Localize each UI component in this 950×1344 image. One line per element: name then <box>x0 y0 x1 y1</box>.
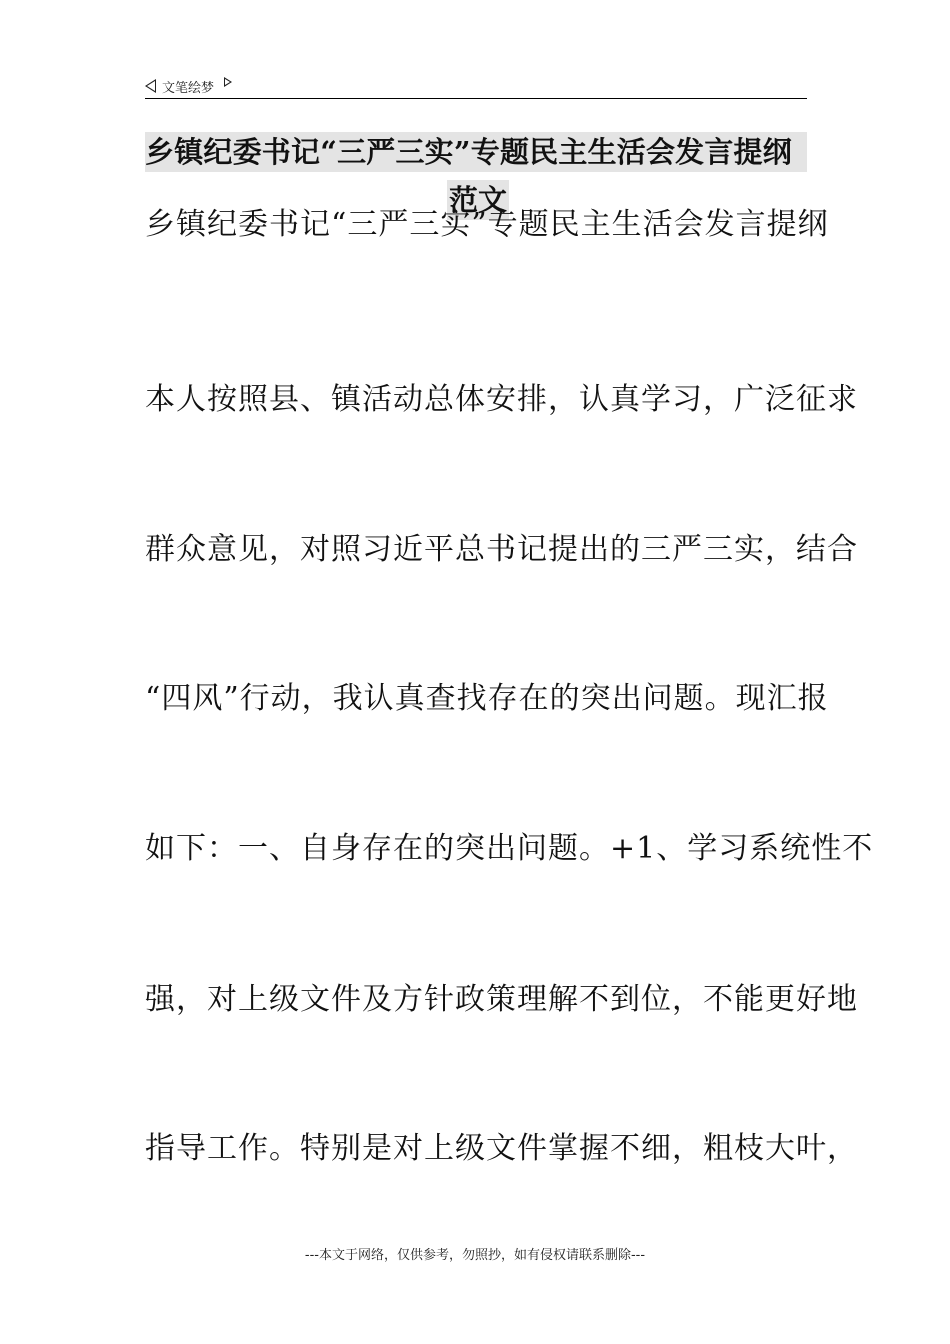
body-line: 群众意见，对照习近平总书记提出的三严三实，结合 <box>145 532 858 567</box>
body-line: 指导工作。特别是对上级文件掌握不细，粗枝大叶， <box>145 1131 858 1166</box>
body-line: 强，对上级文件及方针政策理解不到位，不能更好地 <box>145 982 858 1017</box>
body-line: 本人按照县、镇活动总体安排，认真学习，广泛征求 <box>145 382 858 417</box>
body-line: 如下：一、自身存在的突出问题。+1、学习系统性不 <box>145 831 874 866</box>
page-footer: ---本文于网络，仅供参考，勿照抄，如有侵权请联系删除--- <box>304 1248 646 1263</box>
header-brand: 文笔绘梦 <box>162 80 215 96</box>
body-line: “四风”行动，我认真查找存在的突出问题。现汇报 <box>145 681 829 716</box>
document-title-line-2: 范文 <box>447 180 509 220</box>
body-line: 乡镇纪委书记“三严三实”专题民主生活会发言提纲 <box>145 207 829 242</box>
page-header <box>145 74 807 99</box>
triangle-right-icon <box>224 77 232 87</box>
document-title-line-1: 乡镇纪委书记“三严三实”专题民主生活会发言提纲 <box>145 132 807 172</box>
triangle-left-icon <box>145 79 156 93</box>
